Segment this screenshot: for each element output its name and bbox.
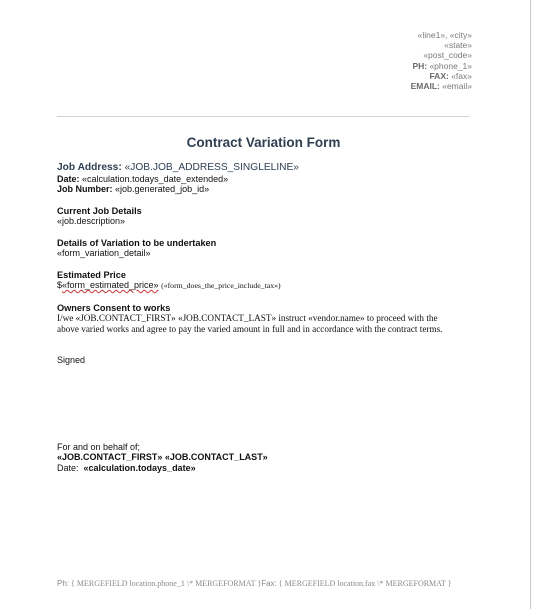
page-footer: [57, 579, 517, 588]
price-dollar: $: [57, 280, 63, 290]
variation-section: [57, 238, 487, 259]
job-number-label: Job Number:: [57, 184, 113, 194]
consent-line-1: I/we «JOB.CONTACT_FIRST» «JOB.CONTACT_LAST» instruct «vendor.name» to proceed with the: [57, 313, 438, 323]
price-value: «form_estimated_price»: [62, 280, 159, 290]
job-address-label: Job Address:: [57, 162, 122, 173]
address-line-city: «line1», «city»: [417, 30, 472, 40]
document-title: Contract Variation Form: [186, 135, 341, 150]
consent-section: [57, 303, 487, 335]
document-body: [57, 163, 487, 334]
job-address-value: «JOB.JOB_ADDRESS_SINGLELINE»: [124, 162, 299, 173]
email-value: «email»: [442, 81, 472, 92]
behalf-date-label: Date:: [57, 462, 79, 473]
phone-value: «phone_1»: [429, 60, 472, 71]
current-job-section: [57, 206, 487, 227]
job-date-value: «calculation.todays_date_extended»: [82, 173, 229, 184]
address-phone: [212, 61, 472, 71]
job-address-row: [57, 163, 487, 174]
job-number-value: «job.generated_job_id»: [115, 184, 210, 194]
current-job-heading: Current Job Details: [57, 205, 142, 216]
behalf-line: For and on behalf of;: [57, 442, 141, 452]
fax-value: «fax»: [451, 70, 472, 81]
address-fax: [212, 71, 472, 81]
signed-label: Signed: [57, 355, 86, 365]
footer-fax-field: { MERGEFIELD location.fax \* MERGEFORMAT }: [278, 579, 452, 588]
behalf-date-row: [57, 463, 268, 473]
address-state: «state»: [444, 40, 472, 51]
price-heading: Estimated Price: [57, 269, 126, 280]
price-section: [57, 270, 487, 292]
phone-label: PH:: [412, 60, 428, 71]
price-row: [57, 280, 487, 292]
email-label: EMAIL:: [410, 81, 440, 92]
consent-line-2: above varied works and agree to pay the varied amount in full and in accordance with the contract terms.: [57, 323, 443, 334]
company-address-block: [212, 30, 472, 91]
behalf-date-value: «calculation.todays_date»: [83, 462, 196, 473]
header-divider: [57, 116, 470, 117]
behalf-contact: «JOB.CONTACT_FIRST» «JOB.CONTACT_LAST»: [57, 452, 268, 463]
variation-heading: Details of Variation to be undertaken: [57, 237, 217, 248]
footer-ph-label: Ph:: [57, 579, 70, 588]
footer-ph-field: { MERGEFIELD location.phone_1 \* MERGEFORMAT }: [71, 579, 262, 588]
price-tax: («form_does_the_price_include_tax»): [161, 281, 281, 290]
job-date-row: [57, 174, 487, 185]
address-post-code: «post_code»: [423, 50, 472, 61]
consent-heading: Owners Consent to works: [57, 302, 171, 313]
job-date-label: Date:: [57, 173, 80, 184]
current-job-value: «job.description»: [57, 216, 126, 226]
behalf-block: [57, 442, 268, 473]
address-email: [212, 81, 472, 91]
fax-label: FAX:: [429, 70, 449, 81]
footer-fax-label: Fax:: [261, 579, 277, 588]
job-number-row: [57, 184, 487, 195]
variation-value: «form_variation_detail»: [57, 248, 151, 258]
